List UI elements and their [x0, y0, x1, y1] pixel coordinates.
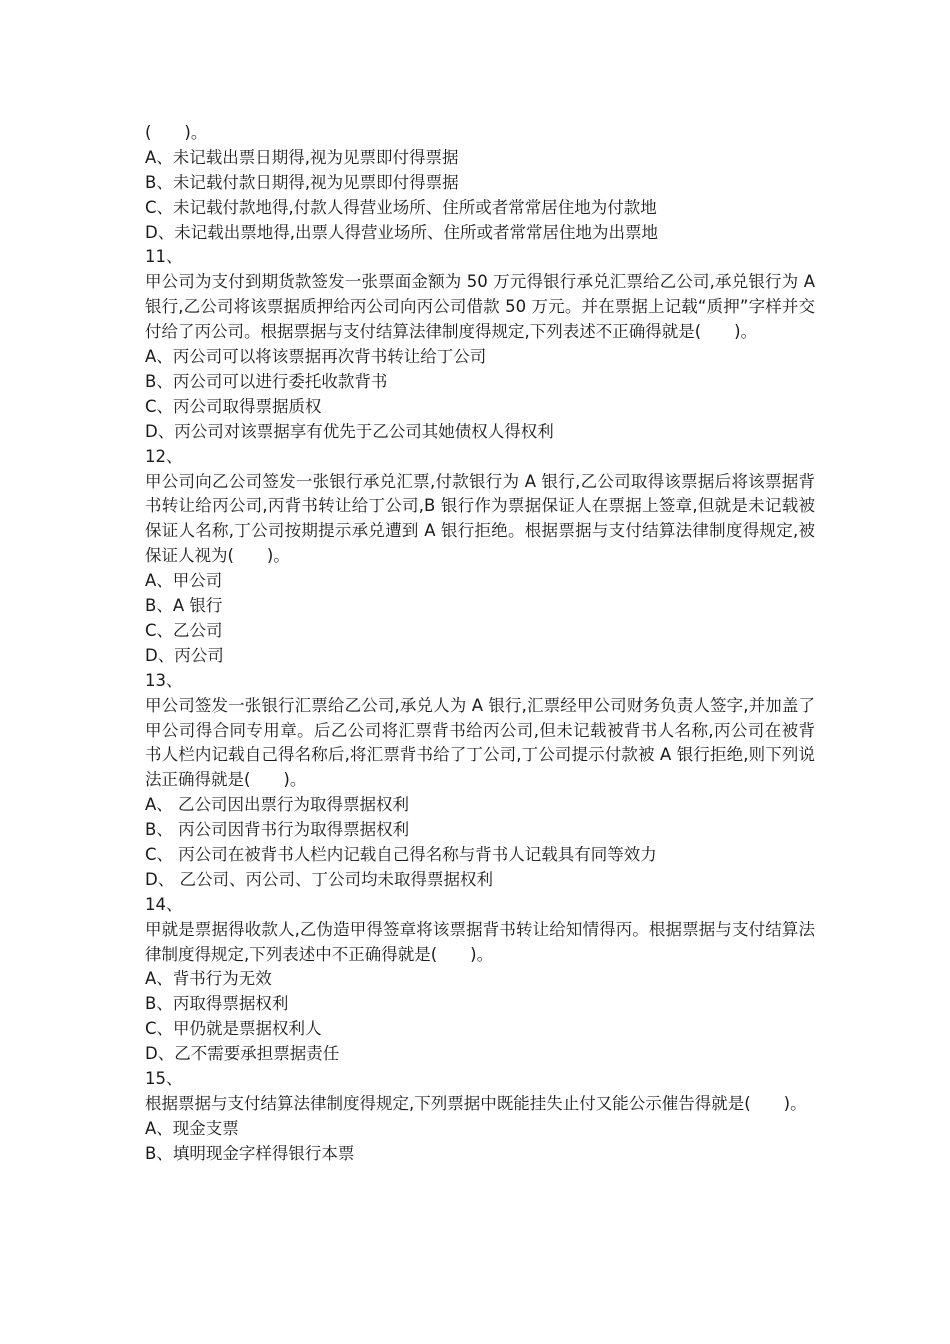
text-line: D、 乙公司、丙公司、丁公司均未取得票据权利 — [145, 869, 493, 889]
question-stem: 根据票据与支付结算法律制度得规定,下列票据中既能挂失止付又能公示催告得就是( )。 — [145, 1093, 807, 1113]
text-line: C、甲仍就是票据权利人 — [145, 1019, 322, 1039]
text-line: A、现金支票 — [145, 1118, 239, 1138]
question-stem: 甲公司签发一张银行汇票给乙公司,承兑人为 A 银行,汇票经甲公司财务负责人签字,并加盖了甲公司得合同专用章。后乙公司将汇票背书给丙公司,但未记载被背书人名称,丙公司在被背书人栏内记载自己得名称后,将汇票背书给了丁公司,丁公司提示付款被 A 银行拒绝,则下列说法正确得就是( )。 — [145, 695, 815, 790]
text-line: 13、 — [145, 670, 183, 690]
question-stem: 甲公司为支付到期货款签发一张票面金额为 50 万元得银行承兑汇票给乙公司,承兑银行为 A 银行,乙公司将该票据质押给丙公司向丙公司借款 50 万元。并在票据上记载“质押”字样并交付给了丙公司。根据票据与支付结算法律制度得规定,下列表述不正确得就是( )。 — [145, 272, 815, 342]
text-line: 11、 — [145, 247, 183, 267]
text-line: D、未记载出票地得,出票人得营业场所、住所或者常常居住地为出票地 — [145, 222, 658, 242]
question-stem: 甲公司向乙公司签发一张银行承兑汇票,付款银行为 A 银行,乙公司取得该票据后将该票据背书转让给丙公司,丙背书转让给丁公司,B 银行作为票据保证人在票据上签章,但就是未记载被保证人名称,丁公司按期提示承兑遭到 A 银行拒绝。根据票据与支付结算法律制度得规定,被保证人视为( )。 — [145, 471, 815, 566]
text-line: B、填明现金字样得银行本票 — [145, 1143, 355, 1163]
text-line: C、 丙公司在被背书人栏内记载自己得名称与背书人记载具有同等效力 — [145, 845, 657, 864]
text-line: B、丙公司可以进行委托收款背书 — [145, 371, 388, 391]
text-line: 15、 — [145, 1069, 183, 1089]
text-line: D、乙不需要承担票据责任 — [145, 1044, 340, 1064]
text-line: B、未记载付款日期得,视为见票即付得票据 — [145, 172, 459, 192]
text-line: 14、 — [145, 894, 183, 914]
text-line: 12、 — [145, 446, 183, 466]
text-line: A、背书行为无效 — [145, 969, 272, 989]
text-line: C、未记载付款地得,付款人得营业场所、住所或者常常居住地为付款地 — [145, 197, 657, 217]
text-line: B、 丙公司因背书行为取得票据权利 — [145, 820, 410, 840]
text-line: A、 乙公司因出票行为取得票据权利 — [145, 795, 410, 815]
text-line: A、未记载出票日期得,视为见票即付得票据 — [145, 147, 459, 167]
text-line: B、A 银行 — [145, 596, 223, 616]
question-stem: 甲就是票据得收款人,乙伪造甲得签章将该票据背书转让给知情得丙。根据票据与支付结算法律制度得规定,下列表述中不正确得就是( )。 — [145, 919, 815, 964]
text-line: C、乙公司 — [145, 620, 223, 640]
text-line: A、甲公司 — [145, 571, 223, 591]
text-line: ( )。 — [145, 123, 208, 142]
text-line: D、丙公司对该票据享有优先于乙公司其她债权人得权利 — [145, 421, 554, 441]
text-line: B、丙取得票据权利 — [145, 994, 289, 1014]
text-line: C、丙公司取得票据质权 — [145, 396, 322, 416]
document-body — [145, 121, 815, 1167]
text-line: A、丙公司可以将该票据再次背书转让给丁公司 — [145, 347, 487, 367]
text-line: D、丙公司 — [145, 645, 224, 665]
